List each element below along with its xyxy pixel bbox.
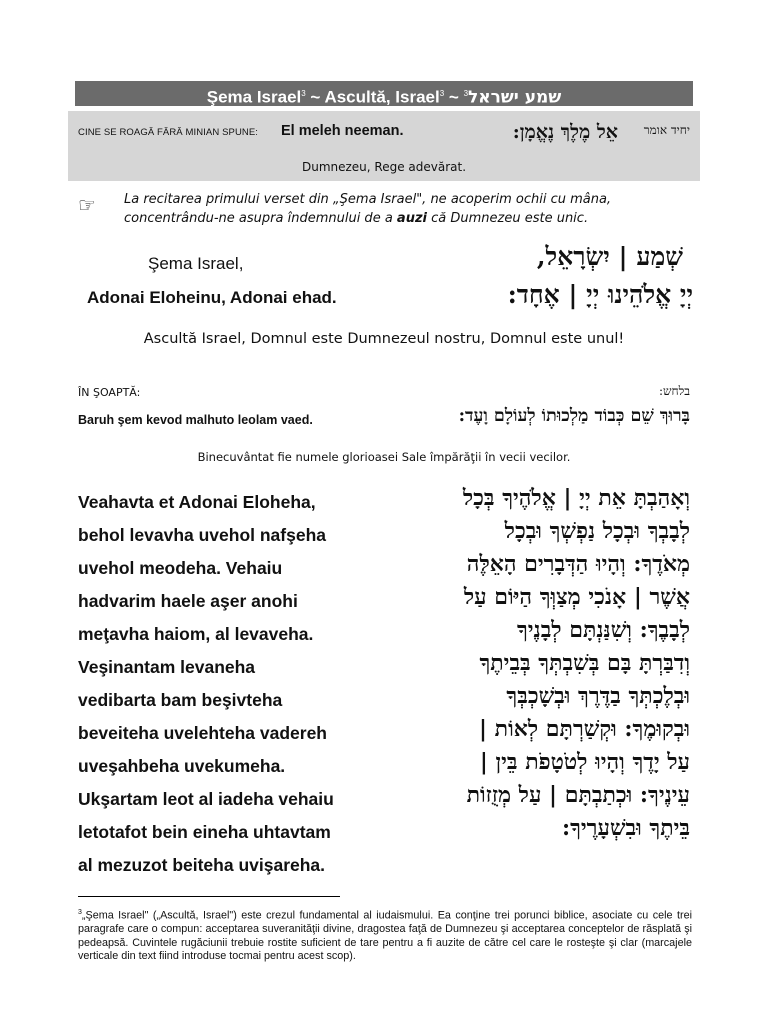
- sema-hebrew-line-2: יְיָ אֱלֹהֵינוּ יְיָ | אֶחָד:: [507, 280, 693, 309]
- title-part-1: Şema Israel: [206, 87, 302, 107]
- veahavta-tr-line: uveşahbeha uvekumeha.: [78, 756, 286, 776]
- veahavta-he-line: עַל יָדֶךָ וְהָיוּ לְטֹטָפֹת בֵּין |: [479, 749, 690, 775]
- veahavta-he-line: אֲשֶׁר | אָנֹכִי מְצַוְּךָ הַיּוֹם עַל: [463, 584, 690, 610]
- baruh-hebrew: בָּרוּךְ שֵׁם כְּבוֹד מַלְכוּתוֹ לְעוֹלָם וָעֶד:: [458, 406, 690, 426]
- veahavta-tr-line: letotafot bein eineha uhtavtam: [78, 822, 331, 842]
- veahavta-tr-line: Ukşartam leot al iadeha vehaiu: [78, 789, 334, 809]
- whisper-hebrew-label: בלחש:: [658, 384, 690, 398]
- veahavta-he-line: וְאָהַבְתָּ אֵת יְיָ | אֱלֹהֶיךָ בְּכָל: [462, 485, 690, 511]
- title-part-3: ~: [444, 87, 464, 107]
- minian-label: CINE SE ROAGĂ FĂRĂ MINIAN SPUNE:: [78, 127, 259, 138]
- sema-translation: Ascultă Israel, Domnul este Dumnezeul nostru, Domnul este unul!: [143, 331, 625, 347]
- footnote-divider: [78, 896, 340, 897]
- instruction-text-before: La recitarea primului verset din „Şema Israel", ne acoperim ochii cu mâna, concentrându-ne asupra îndemnului de a: [124, 192, 612, 226]
- veahavta-tr-line: uvehol meodeha. Vehaiu: [78, 558, 283, 578]
- veahavta-he-line: וְדִבַּרְתָּ בָּם בְּשִׁבְתְּךָ בְּבֵיתֶךָ: [479, 650, 690, 676]
- veahavta-tr-line: behol levavha uvehol nafşeha: [78, 525, 326, 545]
- sema-transliteration-line-2: Adonai Eloheinu, Adonai ehad.: [87, 288, 337, 307]
- instruction-bold-word: auzi: [396, 211, 427, 226]
- veahavta-he-line: לְבָבֶךָ: וְשִׁנַּנְתָּם לְבָנֶיךָ: [516, 617, 690, 643]
- veahavta-transliteration: [78, 486, 388, 882]
- minian-translation: Dumnezeu, Rege adevărat.: [301, 160, 467, 174]
- minian-transliteration: El meleh neeman.: [281, 123, 404, 139]
- footnote-ref-1: 3: [301, 89, 306, 98]
- veahavta-tr-line: beveiteha uvelehteha vadereh: [78, 723, 327, 743]
- veahavta-he-line: בֵּיתֶךָ וּבִשְׁעָרֶיךָ:: [561, 815, 690, 841]
- veahavta-he-line: וּבְלֶכְתְּךָ בַדֶּרֶךְ וּבְשָׁכְבְּךָ: [506, 683, 690, 709]
- veahavta-tr-line: Veahavta et Adonai Eloheha,: [78, 492, 316, 512]
- footnote-ref-3: 3: [463, 89, 469, 98]
- footnote: [78, 906, 692, 964]
- sema-transliteration-line-1: Şema Israel,: [148, 254, 244, 273]
- whisper-label: ÎN ŞOAPTĂ:: [78, 386, 141, 399]
- veahavta-tr-line: vedibarta bam beşivteha: [78, 690, 283, 710]
- veahavta-hebrew: [360, 482, 690, 845]
- page-title: [75, 81, 693, 106]
- instruction-text-after: că Dumnezeu este unic.: [426, 211, 589, 226]
- minian-hebrew-text: אֵל מֶלֶךְ נֶאֱמָן:: [512, 121, 618, 143]
- minian-box: [68, 111, 700, 181]
- veahavta-he-line: וּבְקוּמֶךָ: וּקְשַׁרְתָּם לְאוֹת |: [479, 716, 690, 742]
- baruh-translation: Binecuvântat fie numele glorioasei Sale împărăţii în vecii vecilor.: [197, 450, 571, 464]
- veahavta-tr-line: hadvarim haele aşer anohi: [78, 591, 298, 611]
- veahavta-he-line: עֵינֶיךָ: וּכְתַבְתָּם | עַל מְזֻזוֹת: [466, 782, 690, 808]
- title-hebrew: שמע ישראל: [468, 87, 562, 108]
- veahavta-he-line: מְאֹדֶךָ: וְהָיוּ הַדְּבָרִים הָאֵלֶּה: [466, 551, 690, 577]
- veahavta-he-line: לְבָבְךָ וּבְכָל נַפְשְׁךָ וּבְכָל: [504, 518, 690, 544]
- veahavta-tr-line: meţavha haiom, al levaveha.: [78, 624, 314, 644]
- baruh-transliteration: Baruh şem kevod malhuto leolam vaed.: [78, 413, 313, 427]
- footnote-text: „Şema Israel" („Ascultă, Israel") este crezul fundamental al iudaismului. Ea conţine trei porunci biblice, asociate cu cele trei paragrafe care o compun: acceptarea suveranităţii divine, dragostea faţă de Dumnezeu şi acceptarea conceptelor de răsplată şi pedeapsă. Cuvintele rugăciunii trebuie rostite suficient de tare pentru a fi auzite de către cel care le rosteşte şi clar (marcajele verticale din text fiind introduse tocmai pentru acest scop).: [78, 909, 692, 963]
- instruction-note: [124, 190, 694, 228]
- footnote-ref-2: 3: [439, 89, 445, 98]
- veahavta-tr-line: Veşinantam levaneha: [78, 657, 256, 677]
- veahavta-tr-line: al mezuzot beiteha uvişareha.: [78, 855, 326, 875]
- sema-hebrew-line-1: שְׁמַע | יִשְׂרָאֵל,: [536, 242, 683, 271]
- minian-hebrew-label: יחיד אומר: [643, 123, 690, 137]
- footnote-number: 3: [78, 909, 82, 916]
- title-part-2: ~ Ascultă, Israel: [305, 87, 440, 107]
- pointing-hand-icon: ☞: [78, 193, 96, 217]
